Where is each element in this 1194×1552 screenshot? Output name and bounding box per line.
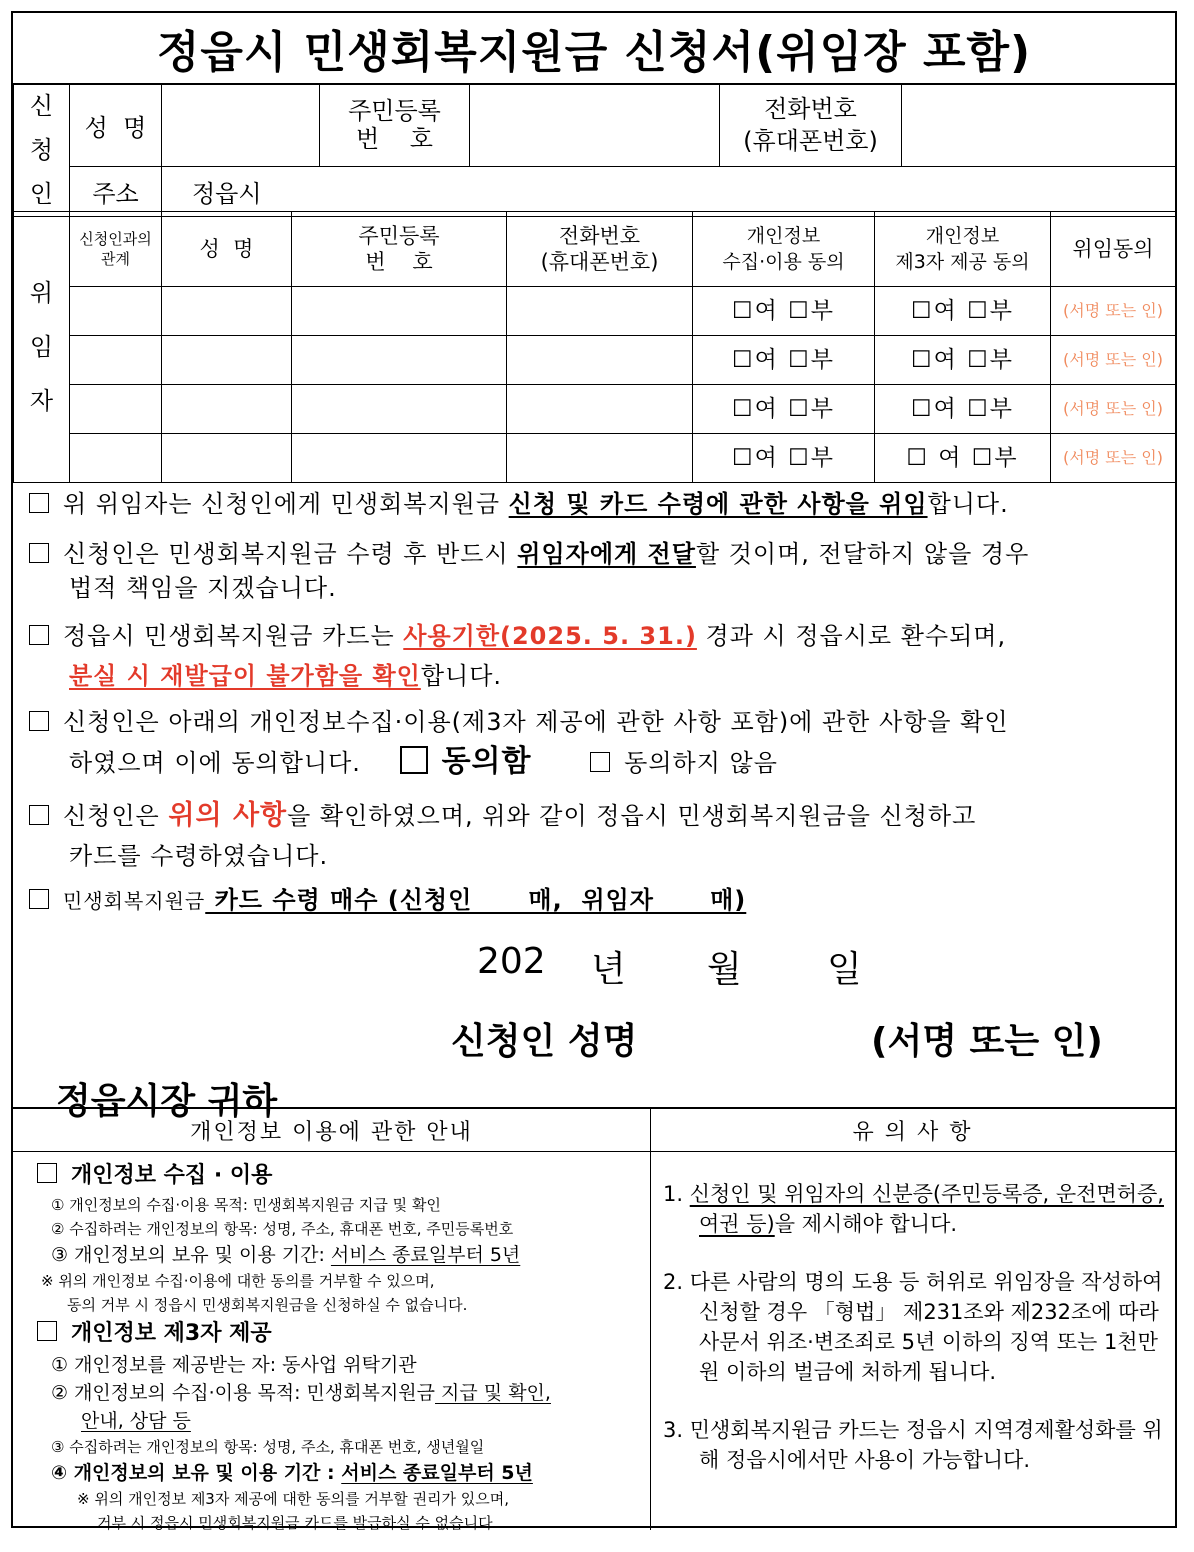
relation-field[interactable]	[70, 385, 162, 434]
seal-field[interactable]: (서명 또는 인)	[1051, 287, 1176, 336]
collect-consent-checkbox[interactable]: ☐여 ☐부	[693, 385, 875, 434]
privacy-header: 개인정보 이용에 관한 안내	[13, 1109, 650, 1152]
delegator-table	[13, 211, 1176, 483]
statement-transfer: 신청인은 민생회복지원금 수령 후 반드시 위임자에게 전달할 것이며, 전달하지 않을 경우 법적 책임을 지겠습니다.	[29, 537, 1169, 605]
rrn-field[interactable]	[292, 434, 507, 483]
header-relation: 신청인과의 관계	[70, 212, 162, 287]
notes-header: 유 의 사 항	[650, 1109, 1175, 1152]
privacy-info: 개인정보 수집 · 이용 ① 개인정보의 수집·이용 목적: 민생회복지원금 지급 및 확인 ② 수집하려는 개인정보의 항목: 성명, 주소, 휴대폰 번호, 주민등록번호 ③ 개인정보의 보유 및 이용 기간: 서비스 종료일부터 5년 ※ 위의 개인정보 수집·이용에 대한 동의를 거부할 수 있으며, 동의 거부 시 정읍시 민생회복지원금을 신청하실 수 없습니다. 개인정보 제3자 제공 ① 개인정보를 제공받는 자: 동사업 위탁기관 ② 개인정보의 수집·이용 목적: 민생회복지원금 지급 및 확인, 안내, 상담 등 ③ 수집하려는 개인정보의 항목: 성명, 주소, 휴대폰 번호, 생년월일 ④ 개인정보의 보유 및 이용 기간 : 서비스 종료일부터 5년 ※ 위의 개인정보 제3자 제공에 대한 동의를 거부할 권리가 있으며, 거부 시 정읍시 민생회복지원금 카드를 발급하실 수 없습니다.	[37, 1159, 647, 1535]
application-form	[11, 11, 1177, 1532]
phone-field[interactable]	[507, 434, 693, 483]
seal-field[interactable]: (서명 또는 인)	[1051, 434, 1176, 483]
column-divider	[650, 1109, 651, 1530]
statement-confirm: 신청인은 위의 사항을 확인하였으며, 위와 같이 정읍시 민생회복지원금을 신청하고 카드를 수령하였습니다.	[29, 799, 1169, 873]
collect-consent-checkbox[interactable]: ☐여 ☐부	[693, 336, 875, 385]
applicant-rrn-field[interactable]	[470, 84, 720, 167]
relation-field[interactable]	[70, 336, 162, 385]
applicant-name-label: 성 명	[70, 84, 162, 167]
addressee: 정읍시장 귀하	[56, 1081, 278, 1122]
privacy-collect-checkbox[interactable]	[37, 1163, 57, 1183]
statement-checkbox[interactable]	[29, 493, 49, 513]
date-year[interactable]: 202	[477, 941, 546, 982]
header-privacy-third: 개인정보 제3자 제공 동의	[875, 212, 1051, 287]
statement-checkbox[interactable]	[29, 543, 49, 563]
name-field[interactable]	[162, 336, 292, 385]
header-name: 성 명	[162, 212, 292, 287]
rrn-field[interactable]	[292, 287, 507, 336]
relation-field[interactable]	[70, 434, 162, 483]
applicant-phone-field[interactable]	[902, 84, 1176, 167]
applicant-rrn-label: 주민등록 번 호	[320, 84, 470, 167]
phone-field[interactable]	[507, 385, 693, 434]
relation-field[interactable]	[70, 287, 162, 336]
rrn-field[interactable]	[292, 385, 507, 434]
notes-list	[663, 1179, 1173, 1503]
note-item: 3. 민생회복지원금 카드는 정읍시 지역경제활성화를 위해 정읍시에서만 사용이 가능합니다.	[663, 1418, 1163, 1472]
signature-seal[interactable]: (서명 또는 인)	[871, 1021, 1103, 1062]
disagree-checkbox[interactable]	[590, 752, 610, 772]
applicant-address-field[interactable]: 정읍시	[162, 167, 1176, 217]
signature-label: 신청인 성명	[451, 1021, 638, 1062]
note-item: 1. 신청인 및 위임자의 신분증(주민등록증, 운전면허증,여권 등)을 제시해야 합니다.	[663, 1182, 1164, 1236]
third-consent-checkbox[interactable]: ☐ 여 ☐부	[875, 434, 1051, 483]
statement-checkbox[interactable]	[29, 711, 49, 731]
third-consent-checkbox[interactable]: ☐여 ☐부	[875, 287, 1051, 336]
statement-checkbox[interactable]	[29, 625, 49, 645]
seal-field[interactable]: (서명 또는 인)	[1051, 336, 1176, 385]
phone-field[interactable]	[507, 336, 693, 385]
statement-checkbox[interactable]	[29, 805, 49, 825]
third-consent-checkbox[interactable]: ☐여 ☐부	[875, 336, 1051, 385]
delegator-row	[14, 287, 1176, 336]
delegator-row	[14, 434, 1176, 483]
collect-consent-checkbox[interactable]: ☐여 ☐부	[693, 287, 875, 336]
statement-privacy-consent: 신청인은 아래의 개인정보수집·이용(제3자 제공에 관한 사항 포함)에 관한 사항을 확인 하였으며 이에 동의합니다. 동의함 동의하지 않음	[29, 705, 1169, 780]
date-year-unit: 년	[591, 949, 626, 990]
collect-consent-checkbox[interactable]: ☐여 ☐부	[693, 434, 875, 483]
phone-field[interactable]	[507, 287, 693, 336]
header-phone: 전화번호 (휴대폰번호)	[507, 212, 693, 287]
applicant-phone-label: 전화번호 (휴대폰번호)	[720, 84, 902, 167]
seal-field[interactable]: (서명 또는 인)	[1051, 385, 1176, 434]
privacy-third-checkbox[interactable]	[37, 1321, 57, 1341]
name-field[interactable]	[162, 287, 292, 336]
agree-checkbox[interactable]	[400, 746, 428, 774]
delegator-row	[14, 336, 1176, 385]
applicant-side-label: 신 청 인	[14, 84, 70, 217]
name-field[interactable]	[162, 385, 292, 434]
info-section	[13, 1107, 1175, 1530]
statement-delegation: 위 위임자는 신청인에게 민생회복지원금 신청 및 카드 수령에 관한 사항을 위임합니다.	[29, 487, 1169, 521]
applicant-address-label: 주소	[70, 167, 162, 217]
note-item: 2. 다른 사람의 명의 도용 등 허위로 위임장을 작성하여 신청할 경우 「형법」 제231조와 제232조에 따라 사문서 위조·변조죄로 5년 이하의 징역 또는 1천만원 이하의 벌금에 처하게 됩니다.	[663, 1270, 1163, 1384]
form-title: 정읍시 민생회복지원금 신청서(위임장 포함)	[13, 13, 1175, 85]
rrn-field[interactable]	[292, 336, 507, 385]
third-consent-checkbox[interactable]: ☐여 ☐부	[875, 385, 1051, 434]
date-day-unit: 일	[827, 949, 862, 990]
applicant-table	[13, 83, 1176, 217]
delegator-side-label: 위 임 자	[14, 212, 70, 483]
name-field[interactable]	[162, 434, 292, 483]
date-month-unit: 월	[707, 949, 742, 990]
statement-card-count: 민생회복지원금 카드 수령 매수 (신청인 매, 위임자 매)	[29, 883, 1169, 918]
applicant-name-field[interactable]	[162, 84, 320, 167]
delegator-row	[14, 385, 1176, 434]
header-privacy-collect: 개인정보 수집·이용 동의	[693, 212, 875, 287]
statement-expiry: 정읍시 민생회복지원금 카드는 사용기한(2025. 5. 31.) 경과 시 정읍시로 환수되며, 분실 시 재발급이 불가함을 확인합니다.	[29, 619, 1169, 693]
header-delegation: 위임동의	[1051, 212, 1176, 287]
statement-checkbox[interactable]	[29, 889, 49, 909]
header-rrn: 주민등록 번 호	[292, 212, 507, 287]
